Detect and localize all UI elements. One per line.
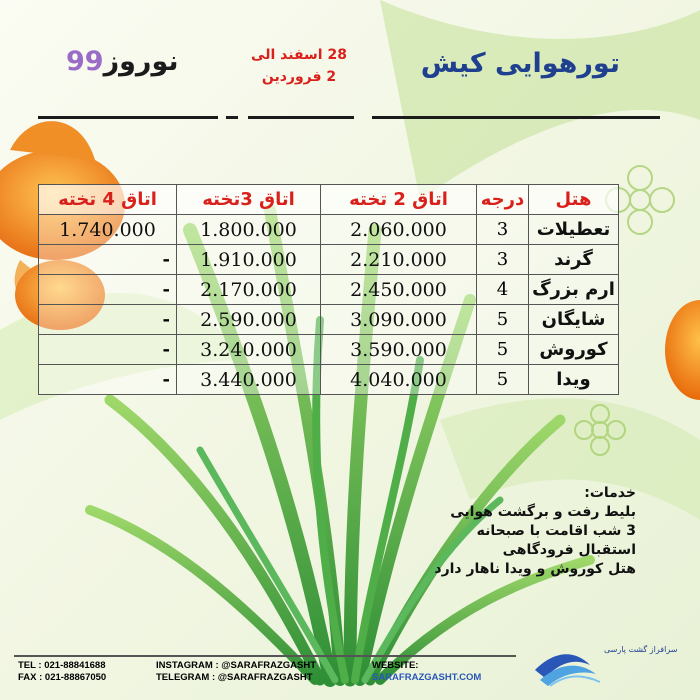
price-table <box>38 184 619 395</box>
cell-room4: 1.740.000 <box>39 215 177 245</box>
header-divider-4 <box>372 116 660 119</box>
table-row <box>39 245 619 275</box>
nowruz-badge <box>66 46 179 77</box>
cell-room2: 4.040.000 <box>321 365 477 395</box>
website-link[interactable]: SARAFRAZGASHT.COM <box>372 672 482 683</box>
col-header-room2: اتاق 2 تخته <box>321 185 477 215</box>
table-row <box>39 305 619 335</box>
cell-room2: 3.590.000 <box>321 335 477 365</box>
col-header-grade: درجه <box>477 185 529 215</box>
cell-room3: 3.440.000 <box>177 365 321 395</box>
cell-grade: 3 <box>477 215 529 245</box>
website-label: WEBSITE: <box>372 660 419 671</box>
tour-dates <box>248 44 350 88</box>
contact-instagram[interactable]: INSTAGRAM : @SARAFRAZGASHT <box>156 660 317 671</box>
service-item: هتل کوروش و ویدا ناهار دارد <box>434 561 636 577</box>
table-row <box>39 335 619 365</box>
tour-dates-end: 2 فروردین <box>261 69 337 85</box>
tour-dates-start: 28 اسفند الی <box>251 47 347 63</box>
cell-room2: 3.090.000 <box>321 305 477 335</box>
cell-grade: 4 <box>477 275 529 305</box>
cell-room3: 3.240.000 <box>177 335 321 365</box>
cell-grade: 3 <box>477 245 529 275</box>
table-row <box>39 275 619 305</box>
cell-room3: 2.170.000 <box>177 275 321 305</box>
cell-room4: - <box>39 245 177 275</box>
cell-room4: - <box>39 275 177 305</box>
service-item: بلیط رفت و برگشت هوایی <box>450 504 636 520</box>
contact-telegram[interactable]: TELEGRAM : @SARAFRAZGASHT <box>156 672 313 683</box>
nowruz-word: نوروز <box>103 46 179 77</box>
cell-hotel: گرند <box>529 245 619 275</box>
service-item: استقبال فرودگاهی <box>502 542 636 558</box>
table-row <box>39 365 619 395</box>
cell-room2: 2.060.000 <box>321 215 477 245</box>
contact-fax: FAX : 021-88867050 <box>18 672 107 683</box>
page-title: تورهوایی کیش <box>420 48 620 79</box>
cell-room4: - <box>39 335 177 365</box>
cell-room4: - <box>39 305 177 335</box>
cell-room2: 2.450.000 <box>321 275 477 305</box>
cell-grade: 5 <box>477 335 529 365</box>
cell-hotel: شایگان <box>529 305 619 335</box>
col-header-hotel: هتل <box>529 185 619 215</box>
cell-hotel: ویدا <box>529 365 619 395</box>
contact-phone: TEL : 021-88841688 <box>18 660 106 671</box>
table-header-row <box>39 185 619 215</box>
cell-hotel: کوروش <box>529 335 619 365</box>
cell-room4: - <box>39 365 177 395</box>
cell-grade: 5 <box>477 365 529 395</box>
services-heading: خدمات: <box>584 485 636 501</box>
cell-grade: 5 <box>477 305 529 335</box>
cell-room3: 2.590.000 <box>177 305 321 335</box>
services-list <box>336 484 636 579</box>
cell-room2: 2.210.000 <box>321 245 477 275</box>
header-divider-2 <box>226 116 238 119</box>
col-header-room3: اتاق 3تخته <box>177 185 321 215</box>
table-row <box>39 215 619 245</box>
nowruz-year: 99 <box>66 46 104 77</box>
col-header-room4: اتاق 4 تخته <box>39 185 177 215</box>
header-divider-3 <box>248 116 354 119</box>
company-logo-text: سرافراز گشت پارسی <box>604 645 678 654</box>
cell-hotel: ارم بزرگ <box>529 275 619 305</box>
footer-divider <box>14 655 516 657</box>
cell-hotel: تعطیلات <box>529 215 619 245</box>
service-item: 3 شب اقامت با صبحانه <box>476 523 636 539</box>
cell-room3: 1.800.000 <box>177 215 321 245</box>
cell-room3: 1.910.000 <box>177 245 321 275</box>
header-divider-1 <box>38 116 218 119</box>
